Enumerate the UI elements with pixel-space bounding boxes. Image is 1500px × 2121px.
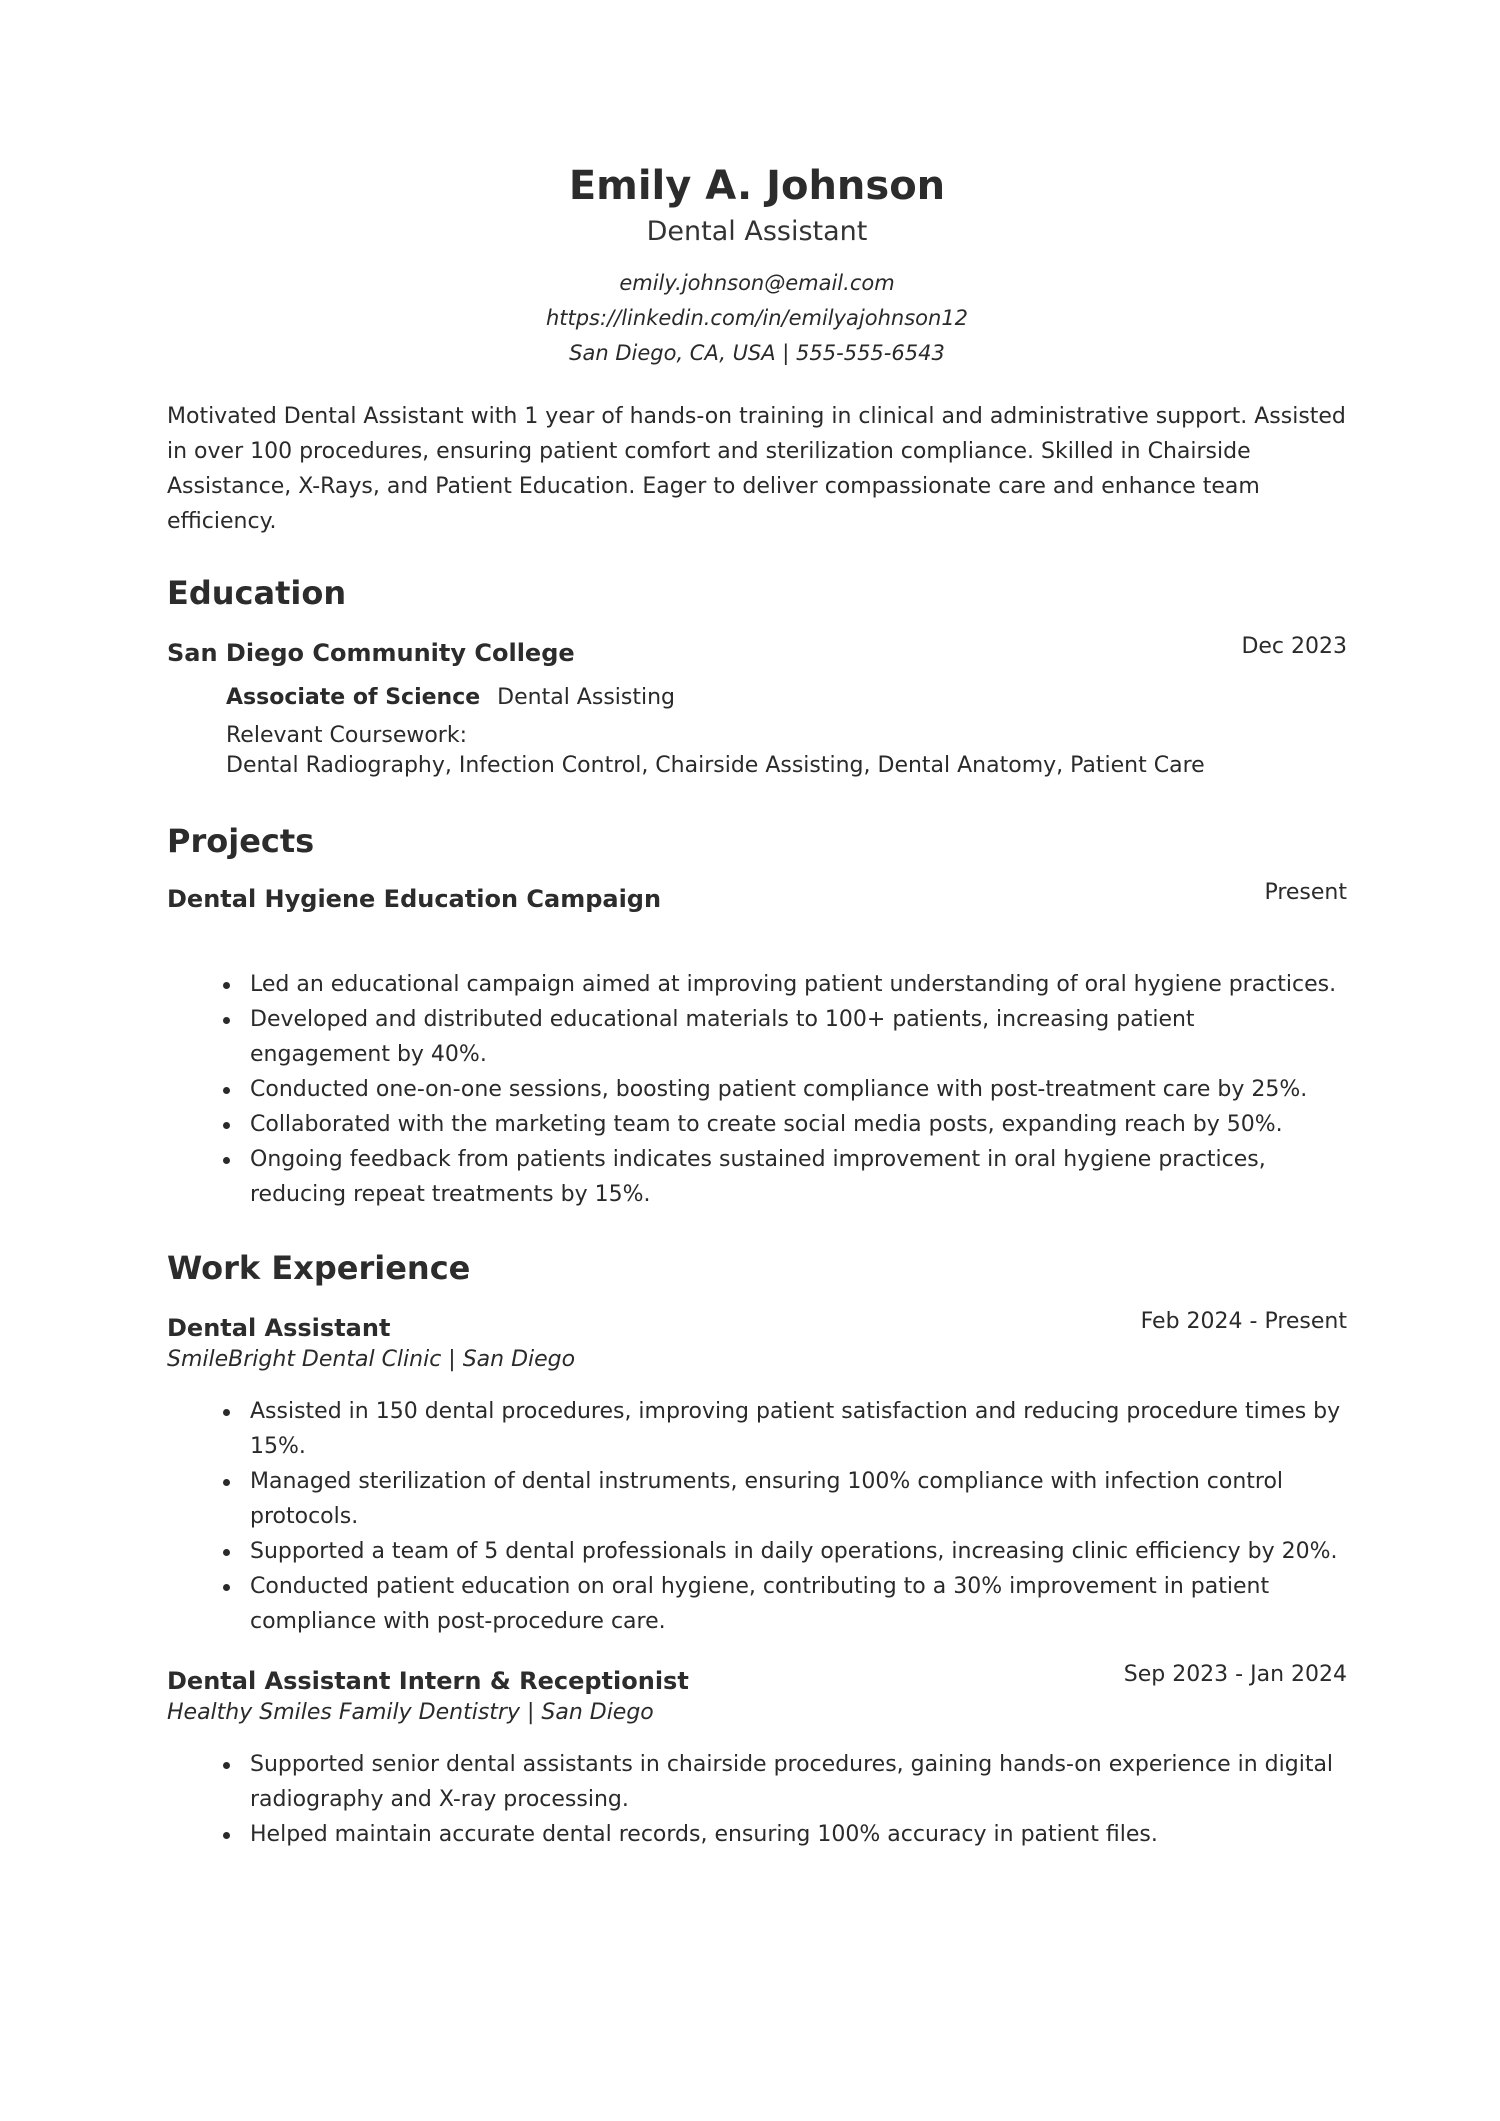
education-entry-header [167,634,1347,669]
list-item: Supported a team of 5 dental professionals in daily operations, increasing clinic efficiency by 20%. [250,1534,1347,1569]
summary-paragraph: Motivated Dental Assistant with 1 year of hands-on training in clinical and administrative support. Assisted in over 100 procedures, ensuring patient comfort and sterilization compliance. Skilled in Chairside Assistance, X-Rays, and Patient Education. Eager to deliver compassionate care and enhance team efficiency. [167,404,1346,534]
email-link[interactable]: emily.johnson@email.com [619,271,895,295]
list-item: Assisted in 150 dental procedures, improving patient satisfaction and reducing procedure times by 15%. [250,1394,1347,1464]
work-section [167,1248,1347,1852]
project-entry [167,880,1347,1212]
job-date: Feb 2024 - Present [1140,1309,1347,1334]
list-item: Developed and distributed educational materials to 100+ patients, increasing patient engagement by 40%. [250,1002,1347,1072]
list-item: Collaborated with the marketing team to create social media posts, expanding reach by 50%. [250,1107,1347,1142]
degree-line [226,683,1347,713]
education-details [167,683,1347,781]
education-heading: Education [167,574,347,612]
job-company: SmileBright Dental Clinic | San Diego [167,1347,576,1372]
job-date: Sep 2023 - Jan 2024 [1123,1662,1347,1687]
projects-heading: Projects [167,822,315,860]
list-item: Supported senior dental assistants in chairside procedures, gaining hands-on experience in digital radiography and X-ray processing. [250,1747,1347,1817]
degree-name: Associate of Science [226,685,481,710]
list-item: Conducted one-on-one sessions, boosting patient compliance with post-treatment care by 25%. [250,1072,1347,1107]
job-title: Dental Assistant [167,1314,391,1342]
list-item: Helped maintain accurate dental records, ensuring 100% accuracy in patient files. [250,1817,1347,1852]
coursework-list: Dental Radiography, Infection Control, Chairside Assisting, Dental Anatomy, Patient Care [226,753,1205,778]
work-heading: Work Experience [167,1249,471,1287]
education-section [167,573,1347,781]
projects-section [167,821,1347,1212]
project-title: Dental Hygiene Education Campaign [167,885,662,913]
school-name: San Diego Community College [167,639,575,667]
job-bullets [167,1394,1347,1639]
project-date: Present [1264,880,1347,905]
education-date: Dec 2023 [1241,634,1347,659]
list-item: Conducted patient education on oral hygiene, contributing to a 30% improvement in patient compliance with post-procedure care. [250,1569,1347,1639]
list-item: Managed sterilization of dental instruments, ensuring 100% compliance with infection control protocols. [250,1464,1347,1534]
resume-header [167,0,1347,371]
job-entry [167,1309,1347,1639]
linkedin-link[interactable]: https://linkedin.com/in/emilyajohnson12 [545,306,969,330]
coursework-label: Relevant Coursework: [226,723,468,748]
location-phone: San Diego, CA, USA | 555-555-6543 [569,341,945,365]
degree-field: Dental Assisting [497,685,675,710]
job-title: Dental Assistant Intern & Receptionist [167,1667,689,1695]
job-entry-header [167,1662,1347,1697]
project-entry-header [167,880,1347,915]
project-bullets [167,967,1347,1212]
job-bullets [167,1747,1347,1852]
job-entry-header [167,1309,1347,1344]
job-company: Healthy Smiles Family Dentistry | San Diego [167,1700,654,1725]
list-item: Led an educational campaign aimed at improving patient understanding of oral hygiene practices. [250,967,1347,1002]
list-item: Ongoing feedback from patients indicates sustained improvement in oral hygiene practices, reducing repeat treatments by 15%. [250,1142,1347,1212]
candidate-name: Emily A. Johnson [568,163,946,209]
resume-page [167,0,1347,1852]
job-entry [167,1662,1347,1852]
candidate-title: Dental Assistant [646,216,868,247]
contact-block [167,266,1347,371]
